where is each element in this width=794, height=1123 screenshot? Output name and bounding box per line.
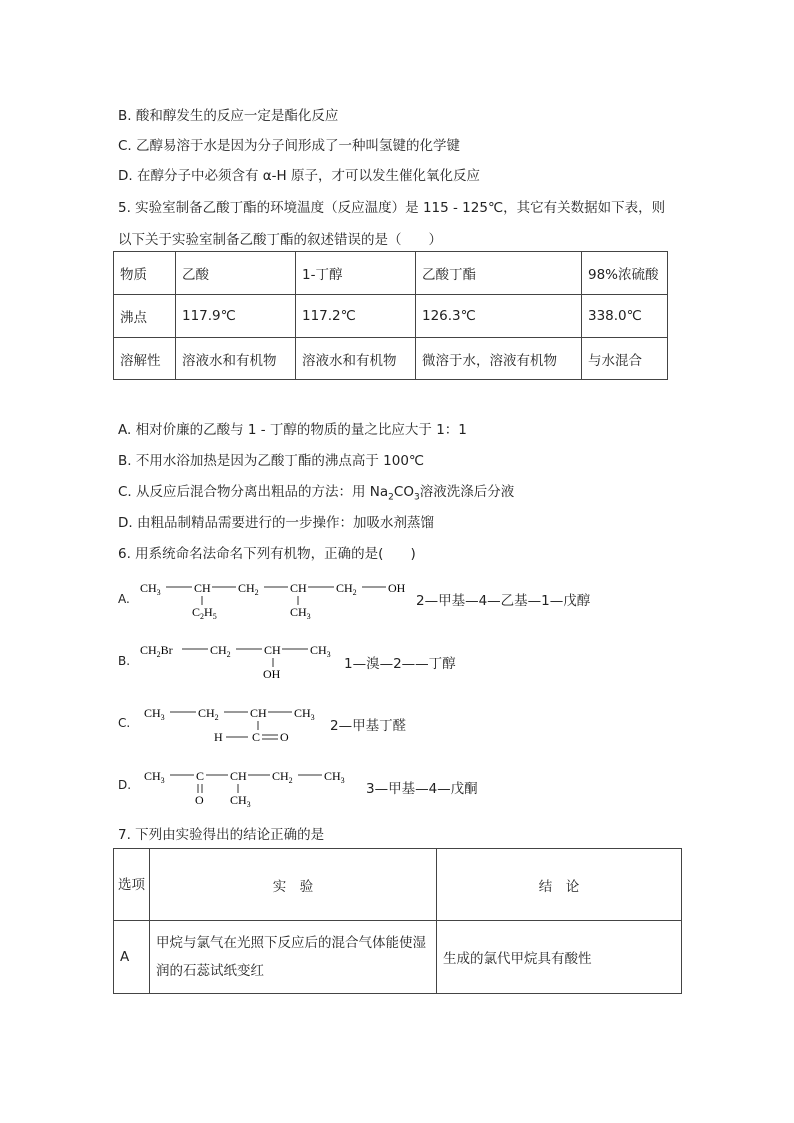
subscript: 2 [388, 492, 394, 503]
formula-group: OH [388, 581, 406, 595]
formula-group: $CH_2$ [336, 581, 357, 597]
formula-group: H [214, 730, 223, 744]
table-row [114, 295, 668, 338]
q4-option-d: D. 在醇分子中必须含有 α-H 原子，才可以发生催化氧化反应 [118, 168, 480, 184]
formula-group: $C_2H_5$ [192, 605, 217, 620]
formula-group: $CH_3$ [144, 706, 165, 722]
table-cell: 338.0℃ [582, 295, 668, 338]
formula-group: $CH_2$ [198, 706, 219, 722]
q5-option-d: D. 由粗品制精品需要进行的一步操作：加吸水剂蒸馏 [118, 515, 434, 531]
q6-option-a-structure [140, 578, 420, 620]
table-cell: 溶解性 [114, 338, 176, 380]
q6-option-d-name: 3—甲基—4—戊酮 [366, 781, 478, 797]
formula-group: OH [263, 667, 281, 681]
formula-group: C [196, 769, 205, 783]
formula-group: CH [250, 706, 267, 720]
formula-group: CH [290, 581, 307, 595]
table-cell: 1-丁醇 [296, 252, 416, 295]
formula-group: $CH_2$ [238, 581, 259, 597]
formula-group: $CH_2$ [210, 643, 231, 659]
formula-group: O [280, 730, 289, 744]
q6-option-b-letter: B. [118, 654, 131, 668]
q6-option-c-name: 2—甲基丁醛 [330, 718, 407, 734]
table-cell: 沸点 [114, 295, 176, 338]
q5-option-b: B. 不用水浴加热是因为乙酸丁酯的沸点高于 100℃ [118, 453, 425, 469]
q5-option-c-text: C. 从反应后混合物分离出粗品的方法：用 Na [118, 484, 389, 500]
table-cell: 乙酸丁酯 [416, 252, 582, 295]
table-header-row [114, 849, 682, 921]
table-cell: 溶液水和有机物 [176, 338, 296, 380]
formula-part: CO [393, 484, 414, 500]
q4-option-b: B. 酸和醇发生的反应一定是酯化反应 [118, 108, 339, 124]
table-cell: 物质 [114, 252, 176, 295]
table-cell: 117.9℃ [176, 295, 296, 338]
q6-option-a-name: 2—甲基—4—乙基—1—戊醇 [416, 593, 591, 609]
q7-stem: 7. 下列由实验得出的结论正确的是 [118, 827, 325, 843]
table-cell: A [114, 921, 150, 994]
formula-group: $CH_3$ [230, 793, 251, 808]
q6-option-b-name: 1—溴—2——丁醇 [344, 656, 456, 672]
q6-option-b-structure [140, 640, 350, 682]
table-row [114, 338, 668, 380]
formula-group: $CH_3$ [140, 581, 161, 597]
q5-data-table [113, 251, 668, 380]
formula-group: $CH_3$ [310, 643, 331, 659]
table-row [114, 921, 682, 994]
table-header-cell: 选项 [114, 849, 150, 921]
table-row [114, 252, 668, 295]
table-cell: 乙酸 [176, 252, 296, 295]
formula-group: CH [264, 643, 281, 657]
q4-option-c: C. 乙醇易溶于水是因为分子间形成了一种叫氢键的化学键 [118, 138, 461, 154]
q5-option-c [118, 480, 514, 503]
q6-stem: 6. 用系统命名法命名下列有机物，正确的是( ) [118, 546, 416, 562]
q5-stem-line2: 以下关于实验室制备乙酸丁酯的叙述错误的是（ ） [118, 232, 442, 248]
q6-option-c-structure [140, 703, 330, 745]
formula-group: $CH_3$ [294, 706, 315, 722]
table-cell: 126.3℃ [416, 295, 582, 338]
q5-option-c-tail: 溶液洗涤后分液 [419, 484, 515, 500]
formula-group: $CH_3$ [324, 769, 345, 785]
formula-group: O [195, 793, 204, 807]
table-cell: 溶液水和有机物 [296, 338, 416, 380]
table-cell: 98%浓硫酸 [582, 252, 668, 295]
q6-option-d-letter: D. [118, 778, 132, 792]
subscript: 3 [413, 492, 420, 503]
q5-option-a: A. 相对价廉的乙酸与 1 - 丁醇的物质的量之比应大于 1：1 [118, 422, 467, 438]
formula-group: C [252, 730, 261, 744]
table-cell: 生成的氯代甲烷具有酸性 [437, 921, 682, 994]
q5-stem-line1: 5. 实验室制备乙酸丁酯的环境温度（反应温度）是 115 - 125℃，其它有关数据如下表，则 [118, 200, 666, 216]
table-cell: 微溶于水，溶液有机物 [416, 338, 582, 380]
formula-group: $CH_2$ [272, 769, 293, 785]
q7-table [113, 848, 682, 994]
table-header-cell: 实 验 [150, 849, 437, 921]
table-cell: 甲烷与氯气在光照下反应后的混合气体能使湿润的石蕊试纸变红 [150, 921, 437, 994]
q6-option-d-structure [140, 766, 360, 808]
formula-group: CH [230, 769, 247, 783]
q6-option-a-letter: A. [118, 592, 130, 606]
table-header-cell: 结 论 [437, 849, 682, 921]
table-cell: 117.2℃ [296, 295, 416, 338]
formula-group: $CH_3$ [290, 605, 311, 620]
q6-option-c-letter: C. [118, 716, 131, 730]
formula-group: CH [194, 581, 211, 595]
table-cell: 与水混合 [582, 338, 668, 380]
formula-group: $CH_3$ [144, 769, 165, 785]
formula-group: $CH_2Br$ [140, 643, 173, 659]
